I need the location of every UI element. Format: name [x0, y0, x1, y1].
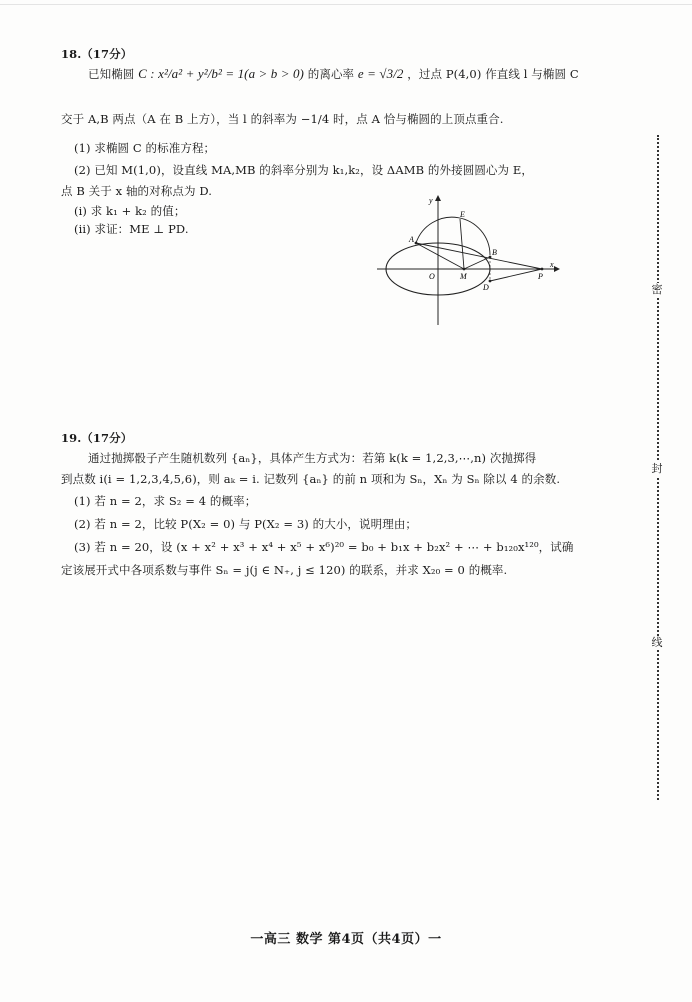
binding-mark-xian: 线: [651, 636, 663, 649]
q18-heading: 18.（17分）: [61, 47, 133, 61]
line-DP: [490, 269, 542, 281]
q18-line1-post: ，过点 P(4,0) 作直线 l 与椭圆 C: [407, 67, 579, 81]
point-A: [415, 242, 418, 245]
q19-part2: (2) 若 n = 2，比较 P(X₂ = 0) 与 P(X₂ = 3) 的大小，说明理由；: [74, 517, 418, 531]
q19-part1: (1) 若 n = 2，求 S₂ = 4 的概率；: [74, 494, 257, 508]
q18-ellipse-figure: [372, 193, 562, 328]
label-P: P: [538, 272, 543, 281]
label-y: y: [429, 196, 433, 205]
q19-line2: 到点数 i(i = 1,2,3,4,5,6)，则 aₖ = i. 记数列 {aₙ} 的前 n 项和为 Sₙ，Xₙ 为 Sₙ 除以 4 的余数.: [61, 472, 561, 486]
q18-part2a: (2) 已知 M(1,0)，设直线 MA,MB 的斜率分别为 k₁,k₂，设 ΔAMB 的外接圆圆心为 E，: [74, 163, 533, 177]
q18-part1: (1) 求椭圆 C 的标准方程；: [74, 141, 216, 155]
q18-eccentricity: e = √3/2: [357, 66, 404, 81]
y-axis-arrow: [435, 195, 441, 201]
q19-heading: 19.（17分）: [61, 431, 133, 445]
q18-part2ii: (ii) 求证：ME ⊥ PD.: [74, 222, 189, 236]
line-AP: [416, 243, 542, 269]
point-M: [463, 268, 466, 271]
q19-part3b: 定该展开式中各项系数与事件 Sₙ = j(j ∈ N₊, j ≤ 120) 的联系，并求 X₂₀ = 0 的概率.: [61, 563, 508, 577]
point-B: [489, 256, 492, 259]
page-footer: 一高三 数学 第4页（共4页）一: [250, 932, 442, 947]
label-A: A: [409, 235, 414, 244]
q19-part3a: (3) 若 n = 20，设 (x + x² + x³ + x⁴ + x⁵ + x⁶)²⁰ = b₀ + b₁x + b₂x² + ⋯ + b₁₂₀x¹²⁰，试确: [74, 540, 574, 554]
x-axis-arrow: [554, 266, 560, 272]
binding-mark-feng: 封: [651, 462, 663, 475]
label-x: x: [550, 260, 554, 269]
q18-line2: 交于 A,B 两点（A 在 B 上方），当 l 的斜率为 −1/4 时，点 A 恰与椭圆的上顶点重合.: [61, 112, 504, 126]
binding-mark-mi: 密: [651, 283, 663, 296]
q18-ellipse-equation: C : x²/a² + y²/b² = 1(a > b > 0): [138, 66, 304, 81]
q18-line1-pre: 已知椭圆: [88, 67, 135, 81]
label-O: O: [429, 272, 435, 281]
q18-line1: [88, 66, 579, 82]
label-E: E: [460, 210, 465, 219]
label-D: D: [483, 283, 489, 292]
top-divider: [0, 4, 692, 5]
q18-part2b: 点 B 关于 x 轴的对称点为 D.: [61, 184, 212, 198]
line-ME: [460, 219, 464, 269]
label-M: M: [460, 272, 467, 281]
line-MA: [416, 243, 464, 269]
label-B: B: [492, 248, 497, 257]
point-P: [541, 268, 544, 271]
line-MB: [464, 257, 490, 269]
point-D: [489, 280, 492, 283]
q18-part2i: (i) 求 k₁ + k₂ 的值；: [74, 204, 186, 218]
q18-line1-mid: 的离心率: [307, 67, 355, 81]
q19-line1: 通过抛掷骰子产生随机数列 {aₙ}，具体产生方式为：若第 k(k = 1,2,3,⋯,n) 次抛掷得: [88, 451, 537, 465]
